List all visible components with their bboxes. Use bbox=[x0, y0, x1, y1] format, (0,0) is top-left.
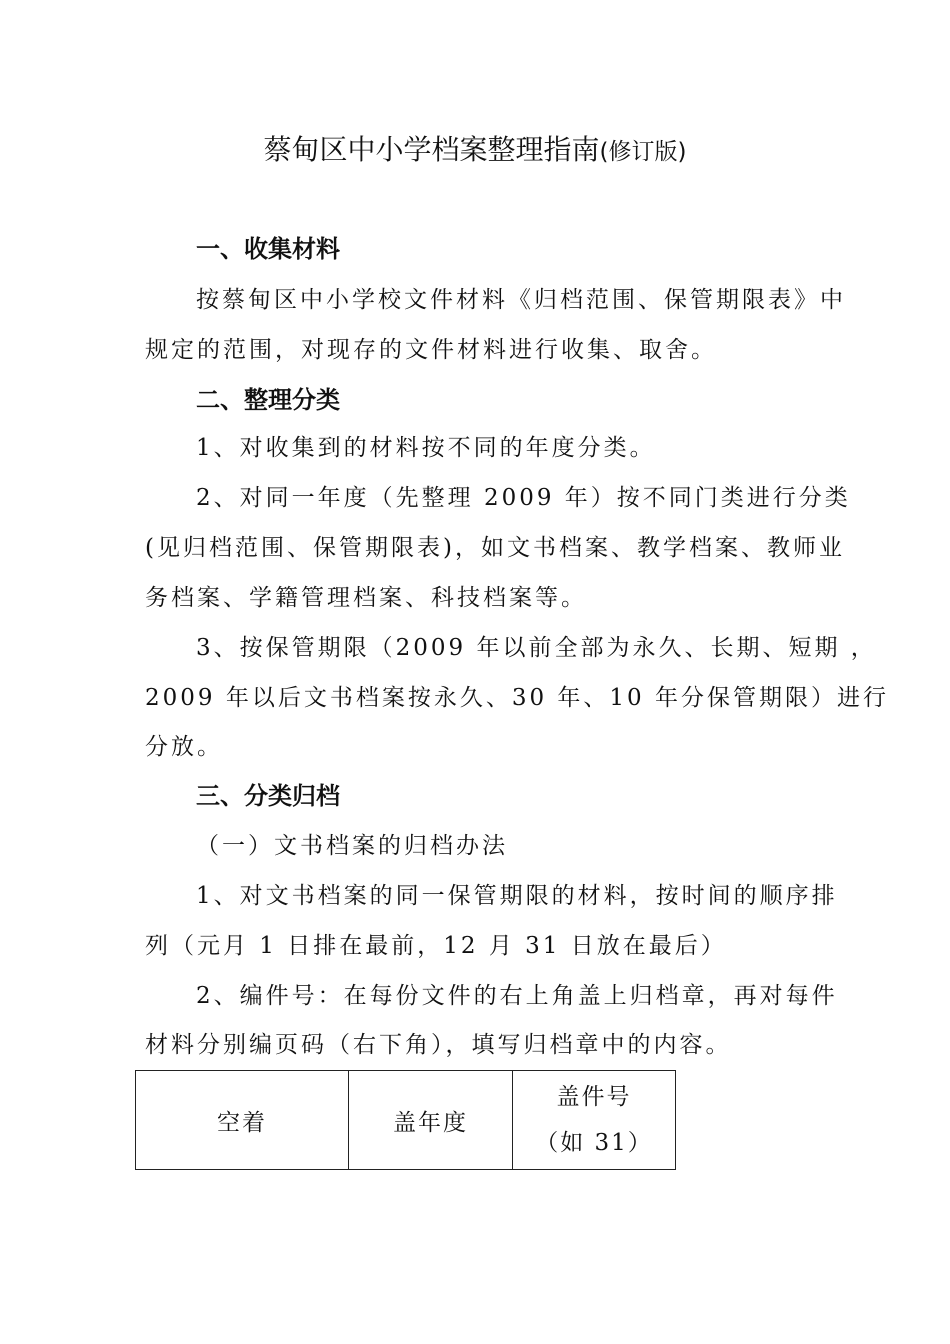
paragraph-line: 分放。 bbox=[145, 734, 223, 760]
archive-stamp-table bbox=[135, 1070, 676, 1170]
paragraph-line: 列（元月 1 日排在最前，12 月 31 日放在最后） bbox=[145, 933, 727, 959]
document-title bbox=[0, 128, 950, 174]
table-cell-blank: 空着 bbox=[136, 1071, 349, 1170]
table-row bbox=[136, 1071, 676, 1170]
cell-line: 盖件号 bbox=[556, 1084, 632, 1110]
section-heading-1: 一、收集材料 bbox=[196, 235, 340, 263]
title-main: 蔡甸区中小学档案整理指南 bbox=[263, 133, 600, 166]
cell-line: （如 31） bbox=[535, 1130, 653, 1156]
paragraph-line: 按蔡甸区中小学校文件材料《归档范围、保管期限表》中 bbox=[196, 287, 846, 313]
subsection-heading: （一）文书档案的归档办法 bbox=[196, 833, 508, 859]
paragraph-line: (见归档范围、保管期限表)，如文书档案、教学档案、教师业 bbox=[145, 535, 845, 561]
paragraph-line: 3、按保管期限（2009 年以前全部为永久、长期、短期 ， bbox=[196, 635, 877, 661]
section-heading-2: 二、整理分类 bbox=[196, 386, 340, 414]
paragraph-line: 1、对文书档案的同一保管期限的材料，按时间的顺序排 bbox=[196, 883, 838, 909]
paragraph-line: 2009 年以后文书档案按永久、30 年、10 年分保管期限）进行 bbox=[145, 685, 889, 711]
title-sub: (修订版) bbox=[599, 139, 687, 165]
paragraph-line: 务档案、学籍管理档案、科技档案等。 bbox=[145, 585, 587, 611]
paragraph-line: 2、对同一年度（先整理 2009 年）按不同门类进行分类 bbox=[196, 485, 851, 511]
paragraph-line: 2、编件号：在每份文件的右上角盖上归档章，再对每件 bbox=[196, 983, 838, 1009]
table-cell-year: 盖年度 bbox=[349, 1071, 513, 1170]
paragraph-line: 材料分别编页码（右下角），填写归档章中的内容。 bbox=[145, 1032, 732, 1058]
paragraph-line: 规定的范围，对现存的文件材料进行收集、取舍。 bbox=[145, 337, 717, 363]
table-cell-item-number bbox=[513, 1071, 676, 1170]
section-heading-3: 三、分类归档 bbox=[196, 782, 340, 810]
paragraph-line: 1、对收集到的材料按不同的年度分类。 bbox=[196, 435, 656, 461]
